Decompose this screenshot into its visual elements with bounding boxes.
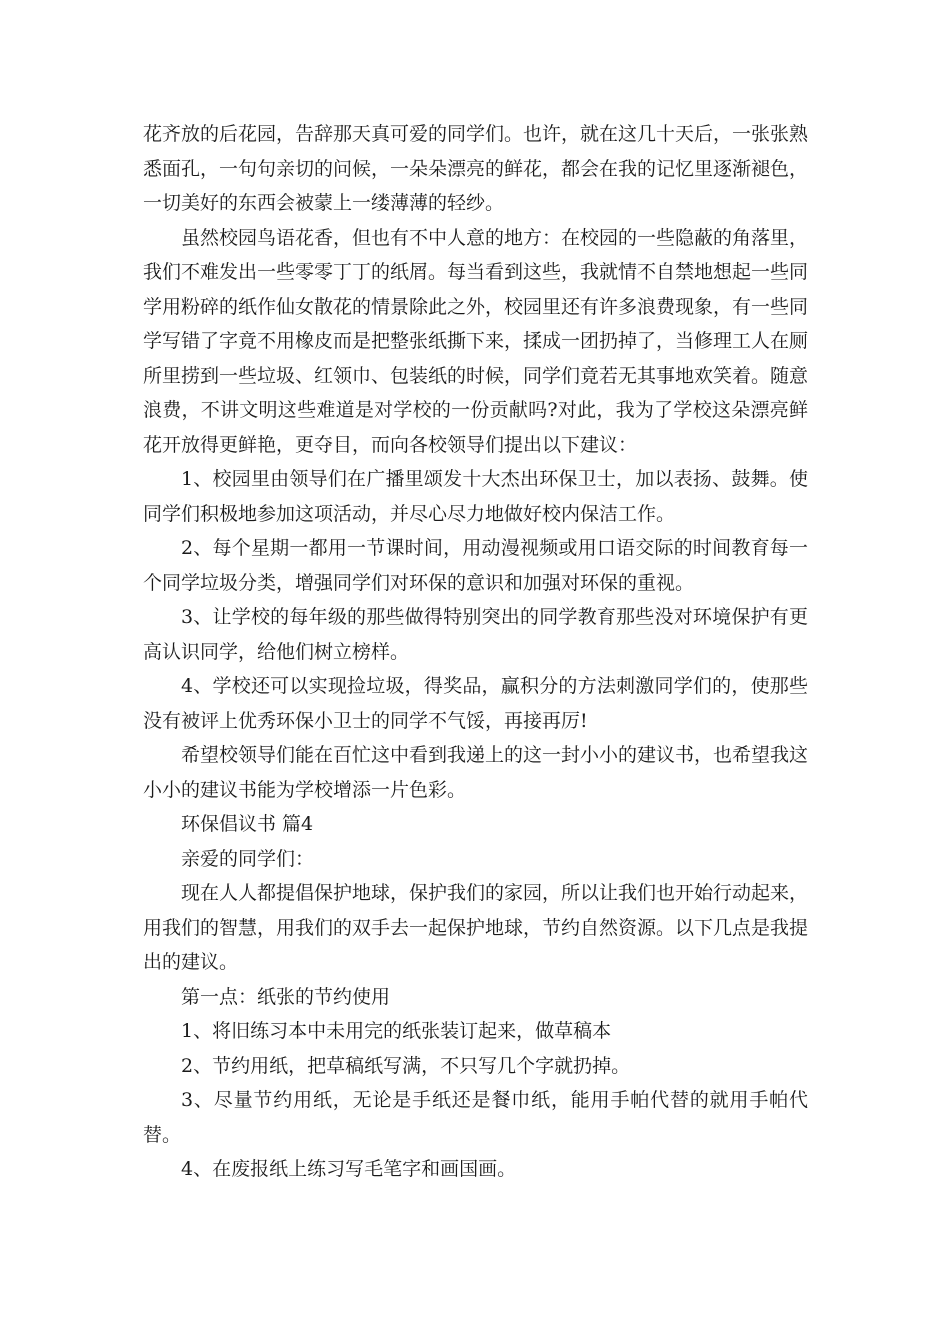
paragraph: 花齐放的后花园，告辞那天真可爱的同学们。也许，就在这几十天后，一张张熟悉面孔，一句句亲切的问候，一朵朵漂亮的鲜花，都会在我的记忆里逐渐褪色，一切美好的东西会被蒙上一缕薄薄的轻纱。 — [143, 123, 809, 214]
suggestion-item: 2、每个星期一都用一节课时间，用动漫视频或用口语交际的时间教育每一个同学垃圾分类，增强同学们对环保的意识和加强对环保的重视。 — [143, 537, 808, 594]
document-body — [143, 117, 808, 1187]
paragraph: 现在人人都提倡保护地球，保护我们的家园，所以让我们也开始行动起来，用我们的智慧，用我们的双手去一起保护地球，节约自然资源。以下几点是我提出的建议。 — [143, 882, 809, 973]
suggestion-item: 3、尽量节约用纸，无论是手纸还是餐巾纸，能用手帕代替的就用手帕代替。 — [143, 1089, 808, 1146]
paragraph: 虽然校园鸟语花香，但也有不中人意的地方：在校园的一些隐蔽的角落里，我们不难发出一些零零丁丁的纸屑。每当看到这些，我就情不自禁地想起一些同学用粉碎的纸作仙女散花的情景除此之外，校园里还有许多浪费现象，有一些同学写错了字竟不用橡皮而是把整张纸撕下来，揉成一团扔掉了，当修理工人在厕所里捞到一些垃圾、红领巾、包装纸的时候，同学们竟若无其事地欢笑着。随意浪费，不讲文明这些难道是对学校的一份贡献吗?对此，我为了学校这朵漂亮鲜花开放得更鲜艳，更夺目，而向各校领导们提出以下建议： — [143, 226, 809, 456]
paragraph: 希望校领导们能在百忙这中看到我递上的这一封小小的建议书，也希望我这小小的建议书能为学校增添一片色彩。 — [143, 744, 809, 801]
suggestion-item: 1、校园里由领导们在广播里颂发十大杰出环保卫士，加以表扬、鼓舞。使同学们积极地参加这项活动，并尽心尽力地做好校内保洁工作。 — [143, 468, 808, 525]
section-heading: 环保倡议书 篇4 — [181, 813, 314, 835]
suggestion-item: 1、将旧练习本中未用完的纸张装订起来，做草稿本 — [181, 1020, 612, 1042]
suggestion-item: 4、在废报纸上练习写毛笔字和画国画。 — [181, 1158, 517, 1180]
suggestion-item: 4、学校还可以实现捡垃圾，得奖品，赢积分的方法刺激同学们的，使那些没有被评上优秀环保小卫士的同学不气馁，再接再厉! — [143, 675, 808, 732]
salutation: 亲爱的同学们： — [181, 847, 315, 870]
suggestion-item: 2、节约用纸，把草稿纸写满，不只写几个字就扔掉。 — [181, 1054, 631, 1077]
suggestion-item: 3、让学校的每年级的那些做得特别突出的同学教育那些没对环境保护有更高认识同学，给他们树立榜样。 — [143, 606, 808, 663]
subheading: 第一点：纸张的节约使用 — [181, 985, 391, 1008]
